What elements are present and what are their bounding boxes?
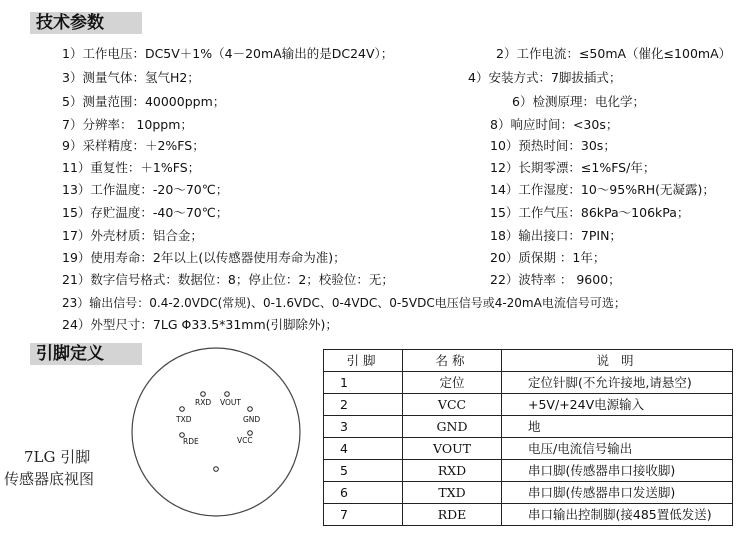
- table-row: [324, 416, 733, 438]
- header-description: 说 明: [502, 350, 733, 372]
- spec-digital-format: 21）数字信号格式：数据位：8；停止位：2；校验位：无；: [62, 272, 394, 287]
- spec-operating-humidity: 14）工作湿度：10～95%RH(无凝露)；: [490, 182, 715, 197]
- pin-number: 4: [324, 438, 403, 460]
- table-row: [324, 504, 733, 526]
- pin-name: VOUT: [403, 438, 502, 460]
- pin-name: 定位: [403, 372, 502, 394]
- table-header-row: [324, 350, 733, 372]
- pin-vout-dot: [225, 392, 230, 397]
- table-row: [324, 372, 733, 394]
- spec-warmup-time: 10）预热时间：30s；: [490, 138, 616, 153]
- pin-name: VCC: [403, 394, 502, 416]
- spec-housing-material: 17）外壳材质：铝合金；: [62, 228, 203, 243]
- pin-description: 地: [502, 416, 733, 438]
- spec-operating-pressure: 15）工作气压：86kPa～106kPa；: [490, 205, 690, 220]
- spec-output-interface: 18）输出接口：7PIN；: [490, 228, 622, 243]
- pin-number: 2: [324, 394, 403, 416]
- pin-vcc-label: VCC: [237, 436, 253, 445]
- pin-name: RDE: [403, 504, 502, 526]
- table-row: [324, 460, 733, 482]
- pin-vout-label: VOUT: [220, 398, 241, 407]
- specs-heading: 技术参数: [30, 12, 142, 34]
- pin-definition-table: [323, 349, 733, 526]
- spec-output-signal: 23）输出信号：0.4-2.0VDC(常规)、0-1.6VDC、0-4VDC、0-5VDC电压信号或4-20mA电流信号可选；: [62, 296, 626, 310]
- sensor-bottom-view: [130, 346, 302, 518]
- pin-number: 6: [324, 482, 403, 504]
- table-row: [324, 482, 733, 504]
- pin-number: 7: [324, 504, 403, 526]
- pin-name: RXD: [403, 460, 502, 482]
- pin-rxd-label: RXD: [195, 398, 212, 407]
- pin-gnd-dot: [248, 407, 253, 412]
- bottom-view-caption-title: 传感器底视图: [4, 470, 95, 488]
- spec-service-life: 19）使用寿命：2年以上(以传感器使用寿命为准)；: [62, 250, 346, 265]
- pin-locator-dot: [214, 467, 219, 472]
- table-row: [324, 394, 733, 416]
- spec-target-gas: 3）测量气体：氢气H2；: [62, 70, 200, 85]
- pin-description: 电压/电流信号输出: [502, 438, 733, 460]
- spec-sampling-accuracy: 9）采样精度：＋2%FS；: [62, 138, 205, 153]
- pin-description: 串口脚(传感器串口接收脚): [502, 460, 733, 482]
- spec-operating-current: 2）工作电流：≤50mA（催化≤100mA）: [496, 46, 732, 61]
- header-name: 名称: [403, 350, 502, 372]
- spec-zero-drift: 12）长期零漂：≤1%FS/年；: [490, 160, 656, 175]
- spec-detection-principle: 6）检测原理：电化学；: [512, 94, 645, 109]
- spec-operating-temperature: 13）工作温度：-20～70℃；: [62, 182, 229, 197]
- pinout-heading: 引脚定义: [30, 343, 142, 365]
- pin-name: TXD: [403, 482, 502, 504]
- table-row: [324, 438, 733, 460]
- pin-description: 串口脚(传感器串口发送脚): [502, 482, 733, 504]
- spec-resolution: 7）分辨率： 10ppm；: [62, 117, 193, 132]
- pin-txd-dot: [180, 407, 185, 412]
- spec-baud-rate: 22）波特率 ： 9600；: [490, 272, 621, 287]
- pin-vcc-dot: [248, 431, 253, 436]
- bottom-view-caption-model: 7LG 引脚: [24, 448, 91, 466]
- pin-description: +5V/+24V电源输入: [502, 394, 733, 416]
- spec-response-time: 8）响应时间：<30s；: [490, 117, 619, 132]
- pin-name: GND: [403, 416, 502, 438]
- pin-number: 3: [324, 416, 403, 438]
- sensor-outline: [132, 348, 300, 516]
- pin-description: 定位针脚(不允许接地,请悬空): [502, 372, 733, 394]
- pin-number: 5: [324, 460, 403, 482]
- pin-gnd-label: GND: [243, 415, 261, 424]
- spec-repeatability: 11）重复性：＋1%FS；: [62, 160, 201, 175]
- spec-storage-temperature: 15）存贮温度：-40～70℃；: [62, 205, 229, 220]
- spec-installation: 4）安装方式：7脚拔插式；: [468, 70, 622, 85]
- spec-dimensions: 24）外型尺寸：7LG Φ33.5*31mm(引脚除外)；: [62, 317, 338, 332]
- pin-rde-label: RDE: [183, 437, 199, 446]
- pin-number: 1: [324, 372, 403, 394]
- spec-measurement-range: 5）测量范围：40000ppm；: [62, 94, 226, 109]
- header-pin: 引脚: [324, 350, 403, 372]
- pin-txd-label: TXD: [176, 415, 192, 424]
- pin-description: 串口输出控制脚(接485置低发送): [502, 504, 733, 526]
- pin-rxd-dot: [201, 392, 206, 397]
- spec-warranty: 20）质保期 ：1年；: [490, 250, 606, 265]
- spec-operating-voltage: 1）工作电压：DC5V＋1%（4－20mA输出的是DC24V）；: [62, 46, 394, 61]
